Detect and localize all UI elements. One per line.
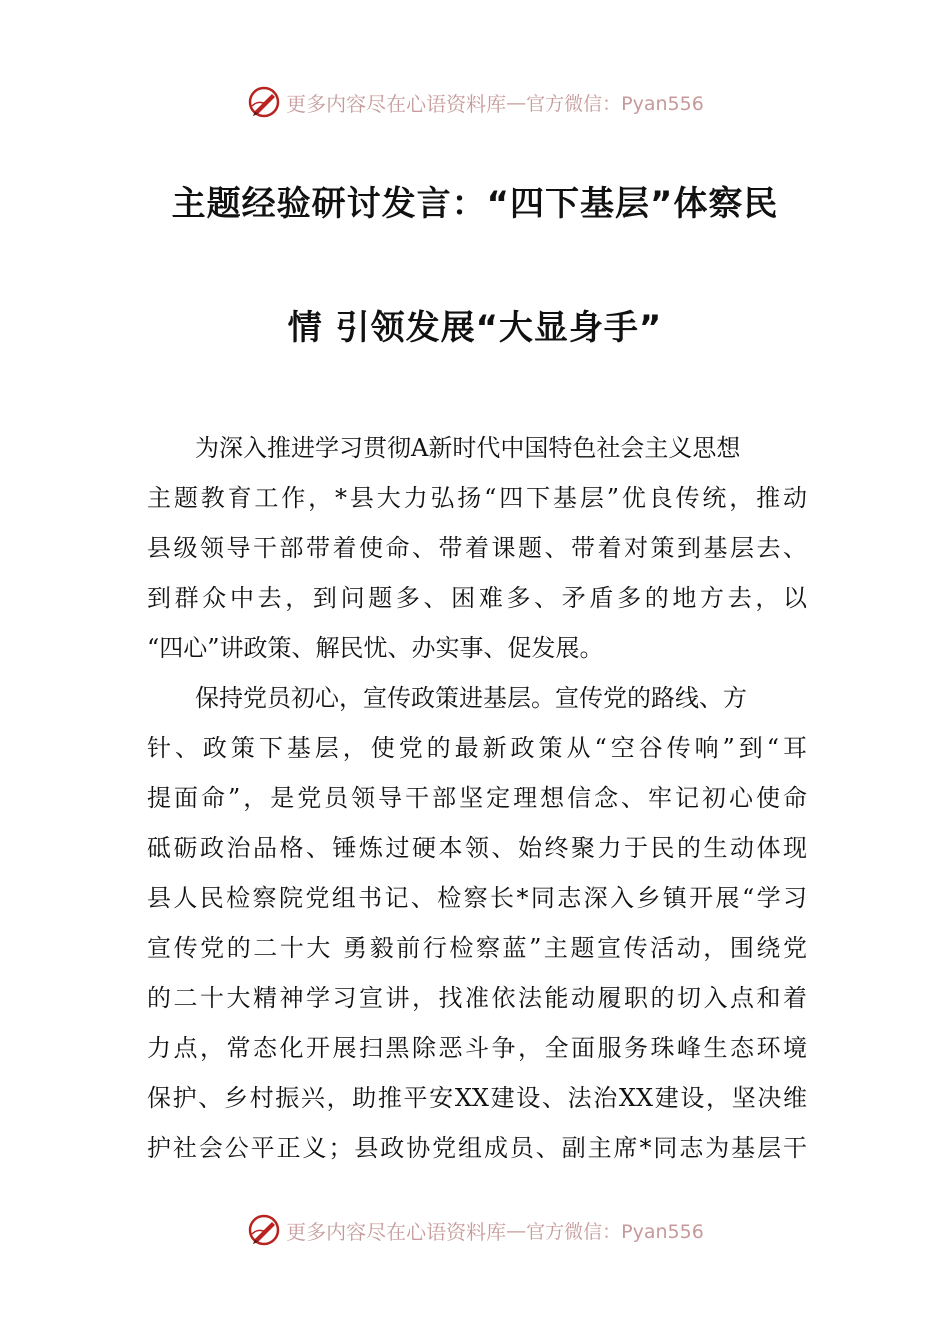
pen-logo-icon — [246, 1212, 282, 1248]
body-line: 针、政策下基层，使党的最新政策从“空谷传响”到“耳 — [147, 734, 807, 762]
body-line: 县级领导干部带着使命、带着课题、带着对策到基层去、 — [147, 534, 807, 562]
body-line: 保护、乡村振兴，助推平安XX建设、法治XX建设，坚决维 — [147, 1084, 807, 1112]
body-line: 砥砺政治品格、锤炼过硬本领、始终聚力于民的生动体现 — [147, 834, 807, 862]
watermark-dash: — — [506, 90, 527, 114]
document-title-line-2: 情 引领发展“大显身手” — [287, 308, 663, 348]
body-line: 县人民检察院党组书记、检察长*同志深入乡镇开展“学习 — [147, 884, 807, 912]
document-title-line-1: 主题经验研讨发言：“四下基层”体察民 — [171, 184, 779, 224]
body-line: 力点，常态化开展扫黑除恶斗争，全面服务珠峰生态环境 — [147, 1034, 807, 1062]
watermark-text: 更多内容尽在心语资料库 — [286, 91, 507, 116]
body-line: 宣传党的二十大 勇毅前行检察蓝”主题宣传活动，围绕党 — [147, 934, 807, 962]
body-line: 的二十大精神学习宣讲，找准依法能动履职的切入点和着 — [147, 984, 807, 1012]
body-line: 到群众中去，到问题多、困难多、矛盾多的地方去，以 — [147, 584, 807, 612]
watermark-text: 更多内容尽在心语资料库 — [286, 1219, 507, 1244]
body-line: 为深入推进学习贯彻A新时代中国特色社会主义思想 — [147, 434, 741, 462]
body-line: 主题教育工作，*县大力弘扬“四下基层”优良传统，推动 — [147, 484, 807, 512]
body-line: “四心”讲政策、解民忧、办实事、促发展。 — [147, 634, 604, 662]
body-line: 提面命”，是党员领导干部坚定理想信念、牢记初心使命 — [147, 784, 807, 812]
body-line: 护社会公平正义；县政协党组成员、副主席*同志为基层干 — [147, 1134, 807, 1162]
watermark-dash: — — [506, 1218, 527, 1242]
pen-logo-icon — [246, 84, 282, 120]
watermark-banner-top — [0, 80, 950, 124]
watermark-banner-bottom — [0, 1208, 950, 1252]
body-line: 保持党员初心，宣传政策进基层。宣传党的路线、方 — [147, 684, 747, 712]
watermark-wechat: 官方微信：Pyan556 — [526, 1220, 704, 1243]
watermark-wechat: 官方微信：Pyan556 — [526, 92, 704, 115]
